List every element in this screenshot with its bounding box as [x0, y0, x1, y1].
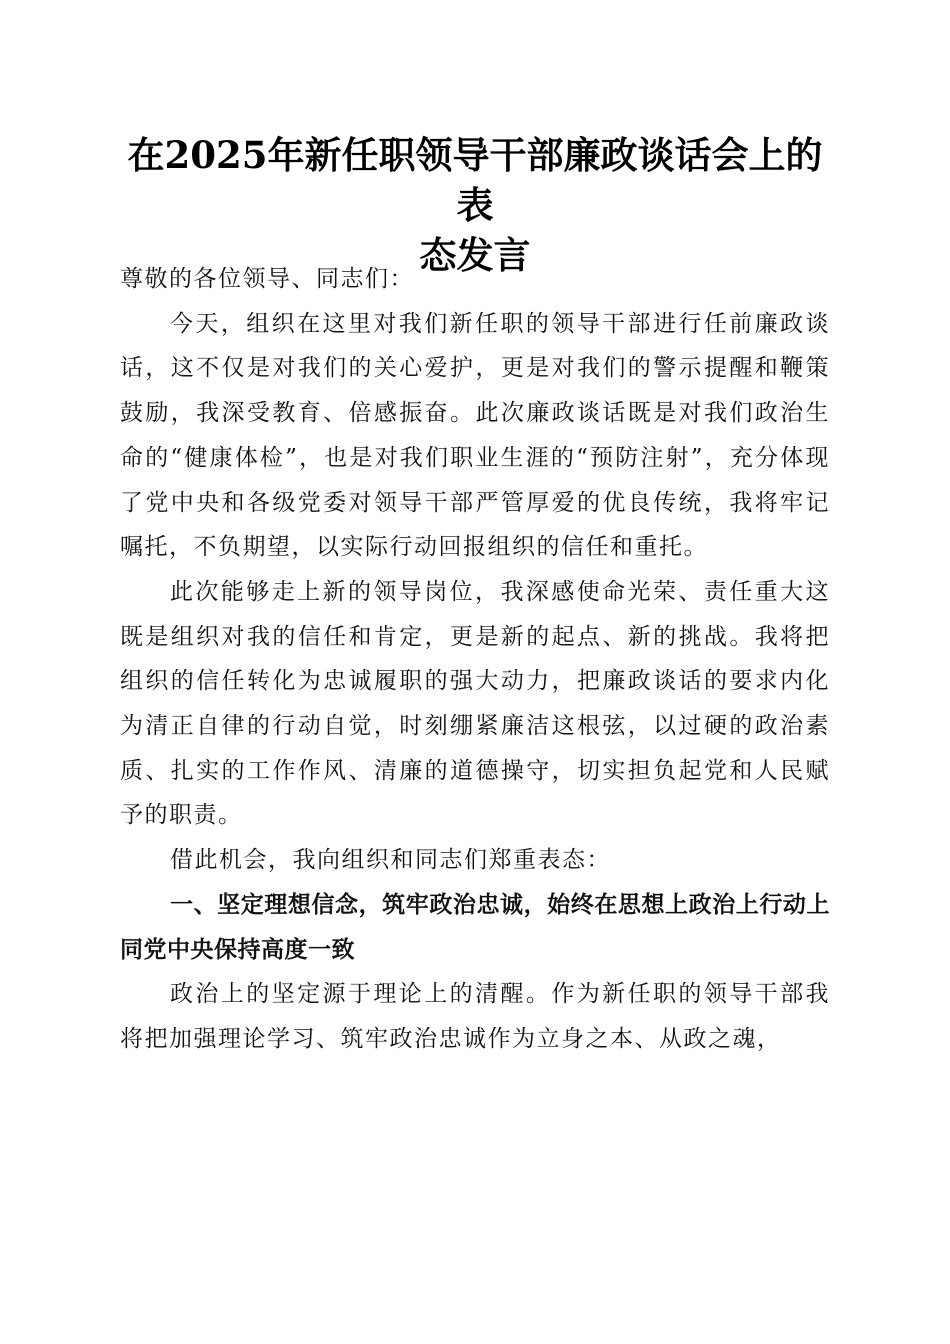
paragraph-1: 今天，组织在这里对我们新任职的领导干部进行任前廉政谈话，这不仅是对我们的关心爱护，更是对我们的警示提醒和鞭策鼓励，我深受教育、倍感振奋。此次廉政谈话既是对我们政治生命的“健康体检”，也是对我们职业生涯的“预防注射”，充分体现了党中央和各级党委对领导干部严管厚爱的优良传统，我将牢记嘱托，不负期望，以实际行动回报组织的信任和重托。 [120, 310, 830, 561]
title-line-1: 在2025年新任职领导干部廉政谈话会上的表 [127, 133, 823, 227]
title-line-2: 态发言 [419, 233, 531, 277]
document-body [120, 257, 830, 1062]
paragraph-2: 此次能够走上新的领导岗位，我深感使命光荣、责任重大这既是组织对我的信任和肯定，更是新的起点、新的挑战。我将把组织的信任转化为忠诚履职的强大动力，把廉政谈话的要求内化为清正自律的行动自觉，时刻绷紧廉洁这根弦，以过硬的政治素质、扎实的工作作风、清廉的道德操守，切实担负起党和人民赋予的职责。 [120, 578, 830, 829]
paragraph-4: 政治上的坚定源于理论上的清醒。作为新任职的领导干部我将把加强理论学习、筑牢政治忠诚作为立身之本、从政之魂， [120, 981, 830, 1052]
salutation: 尊敬的各位领导、同志们： [120, 266, 414, 292]
paragraph-3: 借此机会，我向组织和同志们郑重表态： [170, 847, 611, 874]
section-heading-1: 一、坚定理想信念，筑牢政治忠诚，始终在思想上政治上行动上同党中央保持高度一致 [120, 891, 830, 963]
